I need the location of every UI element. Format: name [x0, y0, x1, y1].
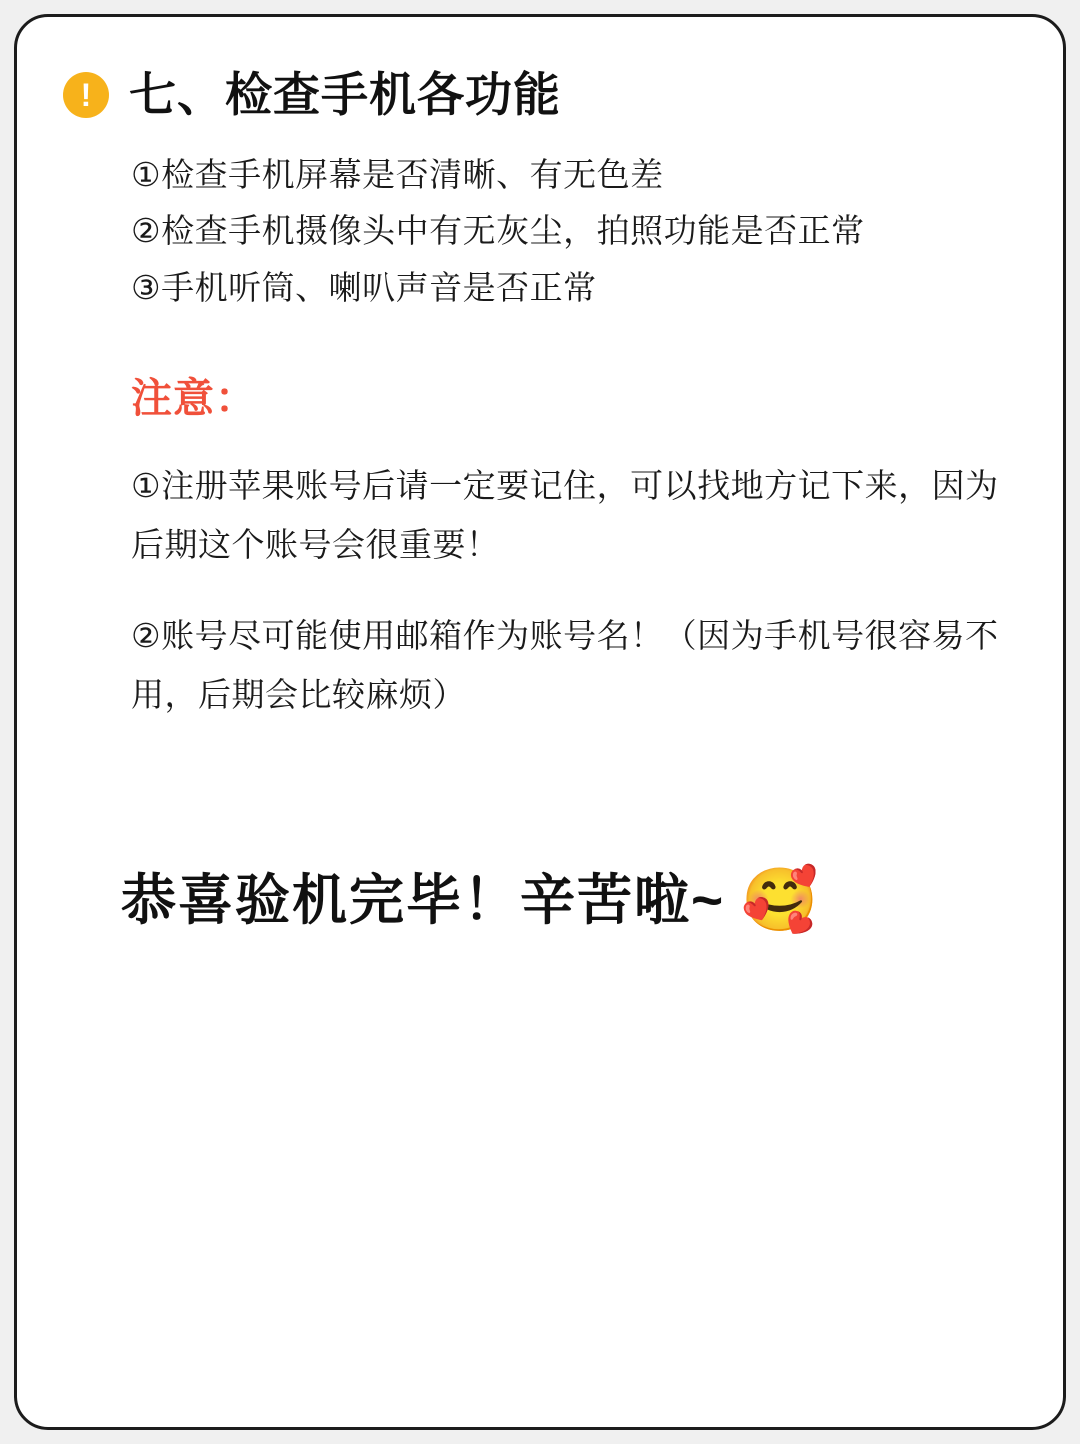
list-item: ③手机听筒、喇叭声音是否正常: [131, 269, 597, 307]
note-card: [14, 14, 1066, 1430]
page-title: 七、检查手机各功能: [129, 68, 561, 121]
notice-body: [63, 457, 1017, 725]
checklist: [63, 147, 1017, 317]
card-content: [17, 17, 1063, 935]
notice-title: 注意：: [131, 374, 257, 421]
smiling-face-with-hearts-icon: 🥰: [741, 865, 819, 935]
list-item: ①检查手机屏幕是否清晰、有无色差: [131, 155, 664, 193]
list-item: ②检查手机摄像头中有无灰尘，拍照功能是否正常: [131, 212, 865, 250]
exclamation-icon: !: [63, 72, 109, 118]
closing-banner: [63, 865, 1017, 935]
notice-item: ②账号尽可能使用邮箱作为账号名！（因为手机号很容易不用，后期会比较麻烦）: [131, 617, 999, 714]
closing-text: 恭喜验机完毕！辛苦啦~: [121, 869, 726, 932]
notice-item: ①注册苹果账号后请一定要记住，可以找地方记下来，因为后期这个账号会很重要！: [131, 466, 999, 563]
section-heading: [63, 69, 1017, 121]
